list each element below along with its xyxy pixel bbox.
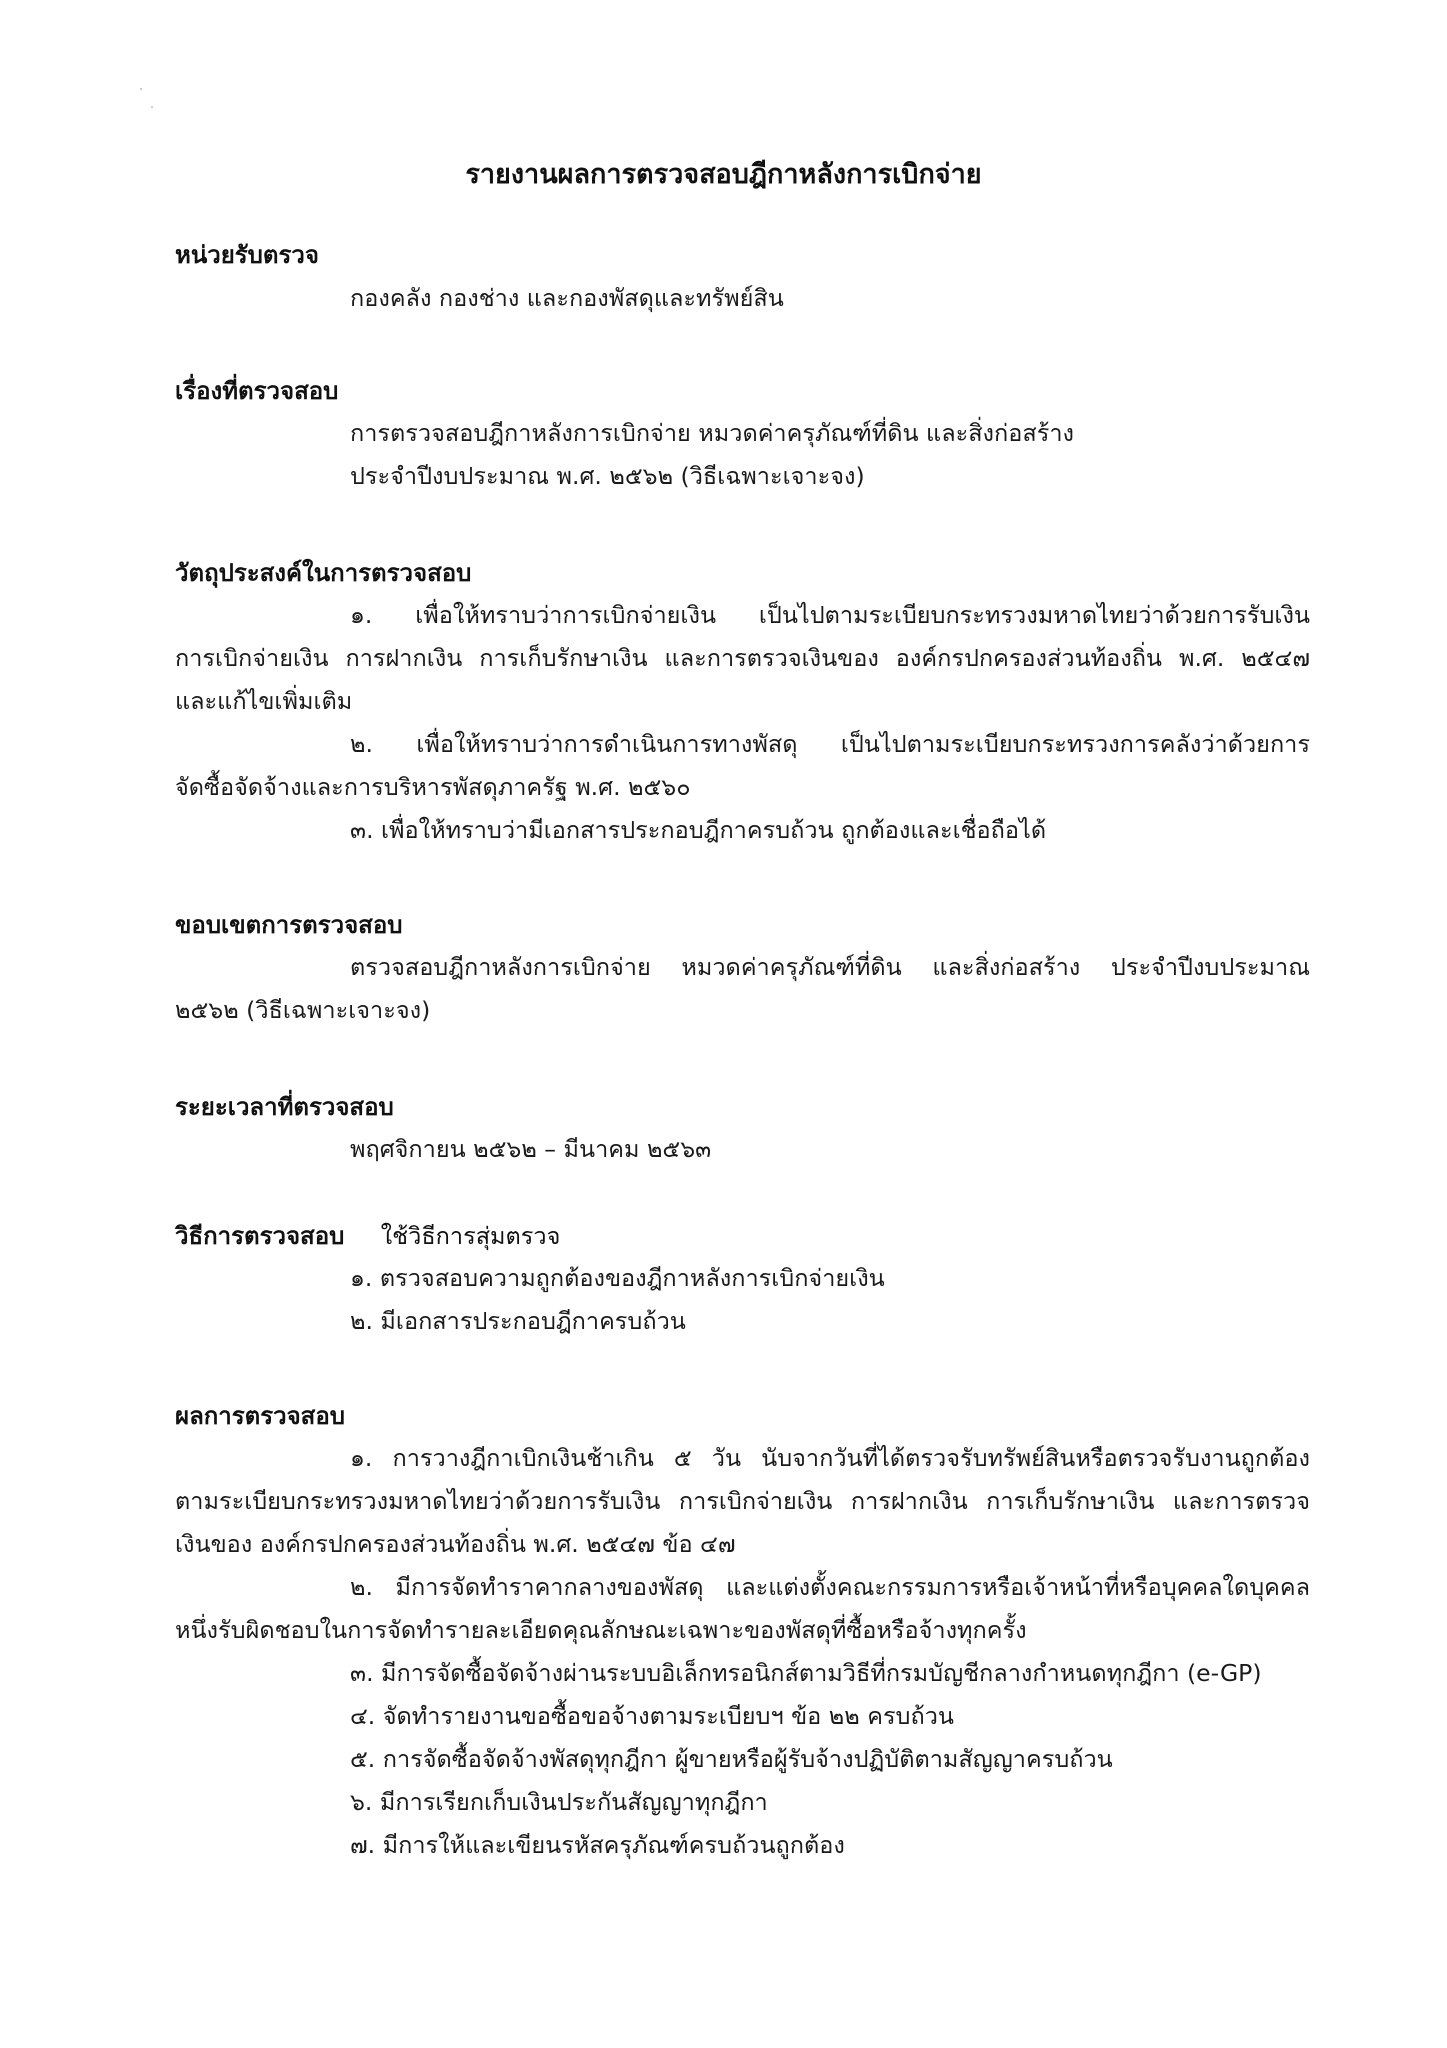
period-text: พฤศจิกายน ๒๕๖๒ – มีนาคม ๒๕๖๓ bbox=[350, 1135, 712, 1163]
document-title: รายงานผลการตรวจสอบฎีกาหลังการเบิกจ่าย bbox=[465, 159, 982, 190]
section-subject bbox=[175, 370, 1310, 498]
section-scope bbox=[175, 904, 1310, 1032]
subject-line: การตรวจสอบฎีกาหลังการเบิกจ่าย หมวดค่าครุภัณฑ์ที่ดิน และสิ่งก่อสร้าง bbox=[350, 419, 1075, 447]
objective-line: ๑. เพื่อให้ทราบว่าการเบิกจ่ายเงิน เป็นไปตามระเบียบกระทรวงมหาดไทยว่าด้วยการรับเงิน bbox=[350, 601, 1310, 629]
result-line: ๗. มีการให้และเขียนรหัสครุภัณฑ์ครบถ้วนถูกต้อง bbox=[350, 1831, 845, 1859]
result-line: ๒. มีการจัดทำราคากลางของพัสดุ และแต่งตั้งคณะกรรมการหรือเจ้าหน้าที่หรือบุคคลใดบุคคล bbox=[350, 1573, 1310, 1601]
section-heading: เรื่องที่ตรวจสอบ bbox=[175, 377, 339, 405]
section-method bbox=[175, 1215, 1310, 1343]
section-period bbox=[175, 1086, 1310, 1171]
objective-line: จัดซื้อจัดจ้างและการบริหารพัสดุภาครัฐ พ.ศ. ๒๕๖๐ bbox=[175, 773, 691, 801]
method-inline-text: ใช้วิธีการสุ่มตรวจ bbox=[380, 1222, 561, 1250]
objective-line: และแก้ไขเพิ่มเติม bbox=[175, 687, 353, 715]
section-heading: หน่วยรับตรวจ bbox=[175, 241, 319, 269]
result-line: ๓. มีการจัดซื้อจัดจ้างผ่านระบบอิเล็กทรอนิกส์ตามวิธีที่กรมบัญชีกลางกำหนดทุกฎีกา (e-GP) bbox=[350, 1659, 1262, 1687]
section-results bbox=[175, 1395, 1310, 1867]
objective-line: การเบิกจ่ายเงิน การฝากเงิน การเก็บรักษาเงิน และการตรวจเงินของ องค์กรปกครองส่วนท้องถิ่น พ.ศ. ๒๕๔๗ bbox=[175, 644, 1310, 672]
method-line: ๒. มีเอกสารประกอบฎีกาครบถ้วน bbox=[350, 1307, 686, 1335]
result-line: เงินของ องค์กรปกครองส่วนท้องถิ่น พ.ศ. ๒๕๔๗ ข้อ ๔๗ bbox=[175, 1530, 736, 1558]
scope-line: ๒๕๖๒ (วิธีเฉพาะเจาะจง) bbox=[175, 996, 431, 1024]
scan-speck bbox=[151, 106, 153, 108]
result-line: ตามระเบียบกระทรวงมหาดไทยว่าด้วยการรับเงิน การเบิกจ่ายเงิน การฝากเงิน การเก็บรักษาเงิน และการตรวจ bbox=[175, 1487, 1310, 1515]
result-line: ๕. การจัดซื้อจัดจ้างพัสดุทุกฎีกา ผู้ขายหรือผู้รับจ้างปฏิบัติตามสัญญาครบถ้วน bbox=[350, 1745, 1113, 1773]
section-objectives bbox=[175, 552, 1310, 852]
section-heading: วัตถุประสงค์ในการตรวจสอบ bbox=[175, 559, 472, 587]
section-heading: ขอบเขตการตรวจสอบ bbox=[175, 911, 403, 939]
section-heading-row bbox=[175, 1215, 1310, 1257]
section-unit bbox=[175, 234, 1310, 320]
section-heading: ผลการตรวจสอบ bbox=[175, 1402, 345, 1430]
result-line: ๖. มีการเรียกเก็บเงินประกันสัญญาทุกฎีกา bbox=[350, 1788, 768, 1816]
scope-line: ตรวจสอบฎีกาหลังการเบิกจ่าย หมวดค่าครุภัณฑ์ที่ดิน และสิ่งก่อสร้าง ประจำปีงบประมาณ bbox=[350, 953, 1310, 981]
subject-line: ประจำปีงบประมาณ พ.ศ. ๒๕๖๒ (วิธีเฉพาะเจาะจง) bbox=[350, 462, 865, 490]
result-line: หนึ่งรับผิดชอบในการจัดทำรายละเอียดคุณลักษณะเฉพาะของพัสดุที่ซื้อหรือจ้างทุกครั้ง bbox=[175, 1616, 1027, 1644]
result-line: ๑. การวางฎีกาเบิกเงินช้าเกิน ๕ วัน นับจากวันที่ได้ตรวจรับทรัพย์สินหรือตรวจรับงานถูกต้อง bbox=[350, 1444, 1310, 1472]
section-heading: ระยะเวลาที่ตรวจสอบ bbox=[175, 1093, 394, 1121]
unit-text: กองคลัง กองช่าง และกองพัสดุและทรัพย์สิน bbox=[350, 284, 784, 312]
section-heading: วิธีการตรวจสอบ bbox=[175, 1222, 345, 1250]
scan-speck bbox=[140, 88, 142, 90]
result-line: ๔. จัดทำรายงานขอซื้อขอจ้างตามระเบียบฯ ข้อ ๒๒ ครบถ้วน bbox=[350, 1702, 954, 1730]
method-line: ๑. ตรวจสอบความถูกต้องของฎีกาหลังการเบิกจ่ายเงิน bbox=[350, 1264, 885, 1292]
objective-line: ๓. เพื่อให้ทราบว่ามีเอกสารประกอบฎีกาครบถ้วน ถูกต้องและเชื่อถือได้ bbox=[350, 816, 1047, 844]
objective-line: ๒. เพื่อให้ทราบว่าการดำเนินการทางพัสดุ เป็นไปตามระเบียบกระทรวงการคลังว่าด้วยการ bbox=[350, 730, 1310, 758]
